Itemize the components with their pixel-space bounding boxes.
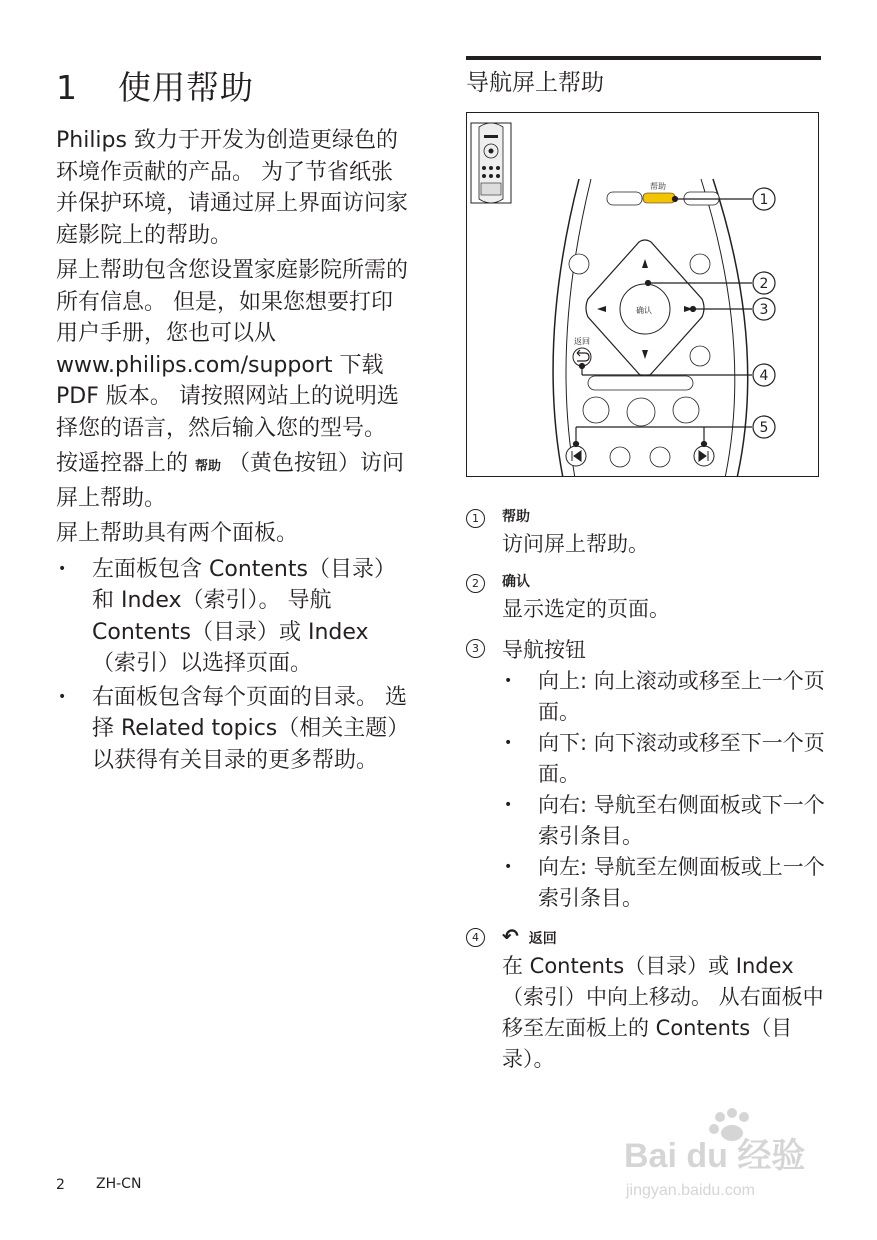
item-number: 1 (466, 509, 485, 528)
baidu-watermark (620, 1105, 825, 1205)
press-help-paragraph (56, 448, 411, 514)
callout-3-label: 3 (759, 302, 769, 318)
section-rule (466, 56, 821, 60)
chapter-title (56, 62, 254, 109)
left-column (56, 125, 411, 778)
page-number: 2 (56, 1177, 65, 1193)
callout-5-label: 5 (759, 420, 769, 436)
callout-1-label: 1 (759, 192, 769, 208)
remote-figure (466, 112, 819, 477)
panel-bullets (56, 554, 411, 777)
list-item: • 向右: 导航至右侧面板或下一个索引条目。 (502, 790, 826, 852)
list-item (466, 505, 826, 560)
list-item: • 向上: 向上滚动或移至上一个页面。 (502, 666, 826, 728)
list-item (466, 635, 826, 914)
panels-intro: 屏上帮助具有两个面板。 (56, 521, 299, 546)
item-number: 2 (466, 574, 485, 593)
nav-button-list (502, 666, 826, 914)
item-desc: 在 Contents（目录）或 Index（索引）中向上移动。 从右面板中移至左面板上的 Contents（目录）。 (502, 954, 824, 1071)
section-title: 导航屏上帮助 (466, 70, 604, 96)
chapter-title-text: 使用帮助 (118, 68, 254, 107)
item-number: 4 (466, 928, 485, 947)
intro-paragraph: Philips 致力于开发为创造更绿色的环境作贡献的产品。 为了节省纸张并保护环境，请通过屏上界面访问家庭影院上的帮助。 (56, 128, 409, 248)
item-desc: 访问屏上帮助。 (502, 532, 649, 556)
list-item (466, 924, 826, 1075)
item-desc: 显示选定的页面。 (502, 597, 670, 621)
item-number: 3 (466, 639, 485, 658)
back-button-label: 返回 (574, 337, 590, 346)
callout-4-label: 4 (759, 368, 769, 384)
press-suffix: （黄色按钮）访问屏上帮助。 (56, 451, 405, 511)
help-key-label: 帮助 (195, 459, 222, 474)
watermark-url: jingyan.baidu.com (626, 1182, 755, 1199)
item-head-text: 返回 (528, 931, 557, 947)
ok-button-label: 确认 (636, 306, 652, 315)
language-code: ZH-CN (96, 1176, 142, 1192)
list-item (466, 570, 826, 625)
help-button-label: 帮助 (650, 182, 666, 191)
callout-2-label: 2 (759, 276, 769, 292)
press-prefix: 按遥控器上的 (56, 451, 195, 476)
list-item: • 向下: 向下滚动或移至下一个页面。 (502, 728, 826, 790)
list-item: • 左面板包含 Contents（目录）和 Index（索引）。 导航 Contents（目录）或 Index（索引）以选择页面。 (56, 554, 411, 680)
list-item: • 右面板包含每个页面的目录。 选择 Related topics（相关主题）以获得有关目录的更多帮助。 (56, 682, 411, 777)
help-content-paragraph: 屏上帮助包含您设置家庭影院所需的所有信息。 但是，如果您想要打印用户手册，您也可以从 www.philips.com/support 下载 PDF 版本。 请按照网站上的说明选择您的语言，然后输入您的型号。 (56, 258, 409, 441)
item-head: 导航按钮 (502, 638, 586, 662)
help-button (643, 193, 675, 203)
remote-thumbnail (471, 123, 511, 203)
back-icon: ↶ (502, 924, 519, 948)
list-item: • 向左: 导航至左侧面板或上一个索引条目。 (502, 852, 826, 914)
callout-descriptions (466, 505, 826, 1085)
item-head (502, 924, 826, 951)
item-head: 帮助 (502, 509, 530, 525)
remote-illustration (467, 113, 819, 477)
item-head: 确认 (502, 574, 530, 590)
chapter-number: 1 (56, 68, 78, 107)
watermark-logo-text: Bai du 经验 (624, 1137, 806, 1175)
